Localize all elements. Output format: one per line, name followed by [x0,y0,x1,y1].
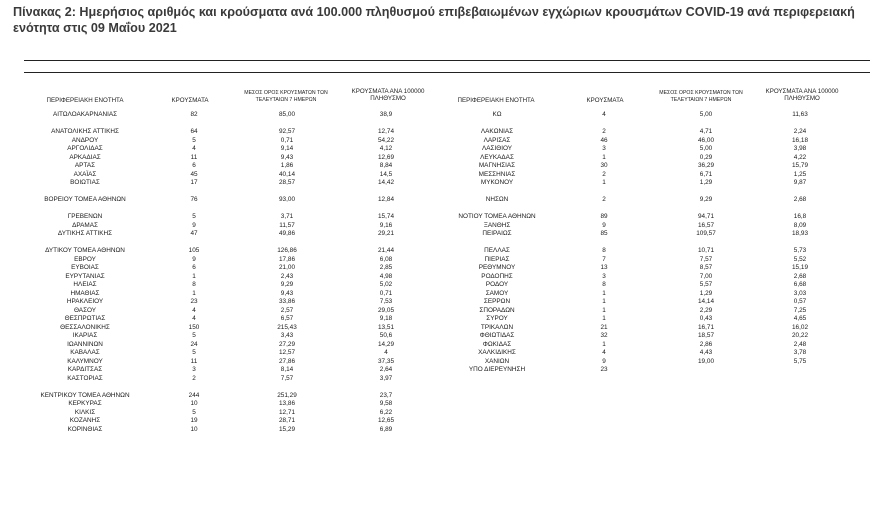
avg-cell: 46,00 [698,136,714,144]
cases-cell: 3 [192,366,196,373]
per100k-cell: 16,8 [793,213,807,220]
cases-cell: 21 [600,323,608,331]
per100k-cell: 8,84 [379,162,393,169]
cases-cell: 46 [600,136,608,144]
avg-cell: 16,57 [698,221,714,229]
region-cell: ΤΡΙΚΑΛΩΝ [480,323,514,331]
per100k-cell: 18,93 [792,230,808,237]
cases-cell: 2 [602,196,606,203]
avg-cell: 18,57 [698,332,714,339]
per100k-cell: 16,18 [792,136,808,144]
per100k-cell: 9,87 [793,179,807,186]
avg-cell: 251,29 [277,391,297,399]
per100k-cell: 54,22 [378,136,394,144]
avg-cell: 15,29 [279,425,295,433]
per100k-cell: 4 [384,349,388,356]
per100k-cell: 14,5 [379,170,393,178]
per100k-cell: 12,84 [378,196,394,203]
per100k-cell: 3,97 [379,374,393,382]
header-region-left: ΠΕΡΙΦΕΡΕΙΑΚΗ ΕΝΟΤΗΤΑ [46,97,124,104]
cases-cell: 17 [190,179,198,186]
cases-cell: 4 [192,315,196,322]
avg-cell: 9,43 [280,289,294,297]
region-cell: ΠΙΕΡΙΑΣ [484,255,510,263]
top-rule [24,72,870,73]
per100k-cell: 5,52 [793,255,807,263]
cases-cell: 3 [602,145,606,152]
avg-cell: 1,86 [280,162,294,169]
per100k-cell: 4,65 [793,315,807,322]
region-cell: ΔΥΤΙΚΗΣ ΑΤΤΙΚΗΣ [57,230,113,237]
region-cell: ΚΑΛΥΜΝΟΥ [67,357,103,365]
cases-cell: 4 [192,306,196,314]
cases-cell: 85 [600,230,608,237]
cases-cell: 82 [190,111,198,118]
cases-cell: 9 [602,221,606,229]
per100k-cell: 4,12 [379,145,393,152]
per100k-cell: 6,22 [379,408,393,416]
per100k-cell: 12,69 [378,153,394,161]
cases-cell: 2 [602,128,606,135]
cases-cell: 5 [192,349,196,356]
per100k-cell: 8,09 [793,221,807,229]
region-cell: ΒΟΙΩΤΙΑΣ [70,179,100,186]
cases-cell: 1 [602,153,606,161]
region-cell: ΗΡΑΚΛΕΙΟΥ [66,298,104,305]
cases-cell: 32 [600,332,608,339]
header-per100k-left: ΚΡΟΥΣΜΑΤΑ ΑΝΑ 100000 ΠΛΗΘΥΣΜΟ [351,88,425,102]
cases-cell: 8 [602,247,606,254]
per100k-cell: 6,89 [379,425,393,433]
per100k-cell: 2,85 [379,264,393,271]
avg-cell: 9,29 [699,196,713,203]
avg-cell: 9,29 [280,281,294,288]
region-cell: ΑΙΤΩΛΟΑΚΑΡΝΑΝΙΑΣ [52,111,118,118]
region-cell: ΚΟΖΑΝΗΣ [69,417,101,424]
avg-cell: 2,57 [280,306,294,314]
per100k-cell: 9,16 [379,221,393,229]
avg-cell: 0,29 [699,153,713,161]
per100k-cell: 29,21 [378,230,394,237]
per100k-cell: 15,74 [378,213,394,220]
per100k-cell: 9,58 [379,400,393,407]
per100k-cell: 15,19 [792,264,808,271]
avg-cell: 7,57 [280,374,294,382]
region-cell: ΚΕΝΤΡΙΚΟΥ ΤΟΜΕΑ ΑΘΗΝΩΝ [40,391,130,399]
avg-cell: 14,14 [698,298,714,305]
avg-cell: 126,86 [277,247,297,254]
cases-cell: 244 [188,391,200,399]
region-cell: ΛΕΥΚΑΔΑΣ [480,153,514,161]
avg-cell: 28,71 [279,417,295,424]
per100k-cell: 12,74 [378,128,394,135]
region-cell: ΙΩΑΝΝΙΝΩΝ [67,340,103,348]
region-cell: ΘΑΣΟΥ [73,306,97,314]
avg-cell: 13,86 [279,400,295,407]
cases-cell: 150 [188,323,200,331]
region-cell: ΙΚΑΡΙΑΣ [72,332,98,339]
per100k-cell: 23,7 [379,391,393,399]
per100k-cell: 20,22 [792,332,808,339]
avg-cell: 27,86 [279,357,295,365]
per100k-cell: 0,57 [793,298,807,305]
header-cases-right: ΚΡΟΥΣΜΑΤΑ [586,97,624,104]
cases-cell: 9 [192,221,196,229]
cases-cell: 1 [602,315,606,322]
region-cell: ΓΡΕΒΕΝΩΝ [67,213,103,220]
cases-cell: 11 [190,153,198,161]
avg-cell: 9,43 [280,153,294,161]
cases-cell: 45 [190,170,198,178]
cases-cell: 8 [602,281,606,288]
region-cell: ΡΕΘΥΜΝΟΥ [478,264,516,271]
avg-cell: 27,29 [279,340,295,348]
header-per100k-right: ΚΡΟΥΣΜΑΤΑ ΑΝΑ 100000 ΠΛΗΘΥΣΜΟ [765,88,839,102]
region-cell: ΑΡΚΑΔΙΑΣ [69,153,101,161]
region-cell: ΗΜΑΘΙΑΣ [70,289,100,297]
region-cell: ΘΕΣΠΡΩΤΙΑΣ [64,315,106,322]
region-cell: ΑΡΓΟΛΙΔΑΣ [67,145,103,152]
per100k-cell: 4,98 [379,272,393,280]
cases-cell: 4 [602,349,606,356]
region-cell: ΛΑΚΩΝΙΑΣ [480,128,514,135]
region-cell: ΔΡΑΜΑΣ [72,221,98,229]
cases-cell: 10 [190,425,198,433]
region-cell: ΥΠΟ ΔΙΕΡΕΥΝΗΣΗ [468,366,526,373]
cases-cell: 2 [602,170,606,178]
avg-cell: 7,00 [699,272,713,280]
cases-cell: 24 [190,340,198,348]
cases-cell: 5 [192,136,196,144]
region-cell: ΛΑΡΙΣΑΣ [483,136,511,144]
cases-cell: 7 [602,255,606,263]
per100k-cell: 1,25 [793,170,807,178]
region-cell: ΝΗΣΩΝ [485,196,509,203]
avg-cell: 49,86 [279,230,295,237]
region-cell: ΠΕΛΛΑΣ [484,247,510,254]
avg-cell: 2,43 [280,272,294,280]
cases-cell: 1 [602,289,606,297]
region-cell: ΡΟΔΟΠΗΣ [481,272,513,280]
region-cell: ΑΝΑΤΟΛΙΚΗΣ ΑΤΤΙΚΗΣ [51,128,119,135]
cases-cell: 89 [600,213,608,220]
avg-cell: 93,00 [279,196,295,203]
region-cell: ΑΝΔΡΟΥ [71,136,99,144]
region-cell: ΠΕΙΡΑΙΩΣ [482,230,512,237]
avg-cell: 6,71 [699,170,713,178]
avg-cell: 12,71 [279,408,295,416]
avg-cell: 1,29 [699,179,713,186]
cases-cell: 11 [190,357,198,365]
region-cell: ΣΕΡΡΩΝ [483,298,511,305]
region-cell: ΚΟΡΙΝΘΙΑΣ [67,425,103,433]
avg-cell: 0,71 [280,136,294,144]
cases-cell: 9 [192,255,196,263]
cases-cell: 19 [190,417,198,424]
cases-cell: 4 [192,145,196,152]
cases-cell: 5 [192,213,196,220]
per100k-cell: 7,53 [379,298,393,305]
avg-cell: 4,71 [699,128,713,135]
region-cell: ΜΥΚΟΝΟΥ [480,179,514,186]
per100k-cell: 3,98 [793,145,807,152]
avg-cell: 21,00 [279,264,295,271]
per100k-cell: 14,29 [378,340,394,348]
header-avg-left: ΜΕΣΟΣ ΟΡΟΣ ΚΡΟΥΣΜΑΤΩΝ ΤΩΝ ΤΕΛΕΥΤΑΙΩΝ 7 ΗΜΕΡΩΝ [244,90,328,103]
cases-cell: 1 [602,306,606,314]
avg-cell: 17,86 [279,255,295,263]
cases-cell: 10 [190,400,198,407]
region-cell: ΜΕΣΣΗΝΙΑΣ [478,170,516,178]
cases-cell: 8 [192,281,196,288]
avg-cell: 6,57 [280,315,294,322]
per100k-cell: 38,9 [379,111,393,118]
per100k-cell: 2,24 [793,128,807,135]
avg-cell: 12,57 [279,349,295,356]
cases-cell: 64 [190,128,198,135]
cases-cell: 23 [190,298,198,305]
avg-cell: 19,00 [698,357,714,365]
region-cell: ΡΟΔΟΥ [485,281,509,288]
per100k-cell: 11,63 [792,111,808,118]
region-cell: ΔΥΤΙΚΟΥ ΤΟΜΕΑ ΑΘΗΝΩΝ [45,247,125,254]
avg-cell: 92,57 [279,128,295,135]
avg-cell: 8,14 [280,366,294,373]
region-cell: ΣΑΜΟΥ [485,289,509,297]
region-cell: ΦΘΙΩΤΙΔΑΣ [479,332,515,339]
region-cell: ΝΟΤΙΟΥ ΤΟΜΕΑ ΑΘΗΝΩΝ [458,213,536,220]
per100k-cell: 12,65 [378,417,394,424]
avg-cell: 10,71 [698,247,714,254]
cases-cell: 105 [188,247,200,254]
cases-cell: 1 [602,298,606,305]
avg-cell: 1,29 [699,289,713,297]
region-cell: ΣΥΡΟΥ [486,315,508,322]
per100k-cell: 5,73 [793,247,807,254]
avg-cell: 16,71 [698,323,714,331]
avg-cell: 94,71 [698,213,714,220]
per100k-cell: 6,08 [379,255,393,263]
region-cell: ΚΕΡΚΥΡΑΣ [68,400,102,407]
per100k-cell: 2,68 [793,196,807,203]
cases-cell: 1 [602,340,606,348]
cases-cell: 1 [192,272,196,280]
table-title: Πίνακας 2: Ημερήσιος αριθμός και κρούσματα ανά 100.000 πληθυσμού επιβεβαιωμένων εγχώριων κρουσμάτων COVID-19 ανά περιφερειακή ενότητα στις 09 Μαΐου 2021 [13,5,855,35]
region-cell: ΛΑΣΙΘΙΟΥ [481,145,513,152]
cases-cell: 6 [192,264,196,271]
avg-cell: 4,43 [699,349,713,356]
region-cell: ΑΡΤΑΣ [74,162,96,169]
per100k-cell: 29,05 [378,306,394,314]
avg-cell: 33,86 [279,298,295,305]
region-cell: ΒΟΡΕΙΟΥ ΤΟΜΕΑ ΑΘΗΝΩΝ [44,196,126,203]
per100k-cell: 14,42 [378,179,394,186]
cases-cell: 23 [600,366,608,373]
cases-cell: 5 [192,408,196,416]
per100k-cell: 2,68 [793,272,807,280]
per100k-cell: 13,51 [378,323,394,331]
avg-cell: 40,14 [279,170,295,178]
avg-cell: 3,43 [280,332,294,339]
cases-cell: 6 [192,162,196,169]
cases-cell: 1 [602,179,606,186]
per100k-cell: 50,6 [379,332,393,339]
avg-cell: 5,00 [699,145,713,152]
per100k-cell: 37,35 [378,357,394,365]
cases-cell: 13 [600,264,608,271]
avg-cell: 36,29 [698,162,714,169]
per100k-cell: 5,75 [793,357,807,365]
region-cell: ΚΑΡΔΙΤΣΑΣ [67,366,103,373]
region-cell: ΧΑΛΚΙΔΙΚΗΣ [478,349,516,356]
per100k-cell: 0,71 [379,289,393,297]
region-cell: ΚΙΛΚΙΣ [74,408,96,416]
avg-cell: 0,43 [699,315,713,322]
avg-cell: 215,43 [277,323,297,331]
avg-cell: 11,57 [279,221,295,229]
region-cell: ΘΕΣΣΑΛΟΝΙΚΗΣ [60,323,110,331]
region-cell: ΗΛΕΙΑΣ [73,281,97,288]
avg-cell: 109,57 [696,230,716,237]
avg-cell: 28,57 [279,179,295,186]
cases-cell: 47 [190,230,198,237]
cases-cell: 30 [600,162,608,169]
region-cell: ΚΑΒΑΛΑΣ [70,349,100,356]
header-cases-left: ΚΡΟΥΣΜΑΤΑ [171,97,209,104]
region-cell: ΣΠΟΡΑΔΩΝ [479,306,515,314]
cases-cell: 2 [192,374,196,382]
per100k-cell: 2,64 [379,366,393,373]
avg-cell: 5,00 [699,111,713,118]
per100k-cell: 21,44 [378,247,394,254]
per100k-cell: 3,78 [793,349,807,356]
per100k-cell: 16,02 [792,323,808,331]
header-region-right: ΠΕΡΙΦΕΡΕΙΑΚΗ ΕΝΟΤΗΤΑ [457,97,535,104]
per100k-cell: 9,18 [379,315,393,322]
per100k-cell: 15,79 [792,162,808,169]
cases-cell: 3 [602,272,606,280]
cases-cell: 4 [602,111,606,118]
per100k-cell: 7,25 [793,306,807,314]
cases-cell: 5 [192,332,196,339]
avg-cell: 2,29 [699,306,713,314]
per100k-cell: 6,68 [793,281,807,288]
cases-cell: 1 [192,289,196,297]
avg-cell: 8,57 [699,264,713,271]
region-cell: ΚΩ [492,111,502,118]
per100k-cell: 2,48 [793,340,807,348]
avg-cell: 85,00 [279,111,295,118]
avg-cell: 2,86 [699,340,713,348]
per100k-cell: 3,03 [793,289,807,297]
region-cell: ΚΑΣΤΟΡΙΑΣ [67,374,103,382]
top-rule-thick [24,60,870,61]
avg-cell: 3,71 [280,213,294,220]
cases-cell: 9 [602,357,606,365]
header-avg-right: ΜΕΣΟΣ ΟΡΟΣ ΚΡΟΥΣΜΑΤΩΝ ΤΩΝ ΤΕΛΕΥΤΑΙΩΝ 7 ΗΜΕΡΩΝ [659,90,743,103]
region-cell: ΕΥΡΥΤΑΝΙΑΣ [65,272,105,280]
region-cell: ΦΩΚΙΔΑΣ [482,340,512,348]
per100k-cell: 5,02 [379,281,393,288]
region-cell: ΕΥΒΟΙΑΣ [71,264,99,271]
avg-cell: 9,14 [280,145,294,152]
region-cell: ΕΒΡΟΥ [74,255,96,263]
cases-cell: 76 [190,196,198,203]
avg-cell: 7,57 [699,255,713,263]
region-cell: ΑΧΑΪΑΣ [73,170,97,178]
region-cell: ΜΑΓΝΗΣΙΑΣ [478,162,516,169]
per100k-cell: 4,22 [793,153,807,161]
avg-cell: 5,57 [699,281,713,288]
region-cell: ΧΑΝΙΩΝ [484,357,510,365]
region-cell: ΞΑΝΘΗΣ [483,221,511,229]
